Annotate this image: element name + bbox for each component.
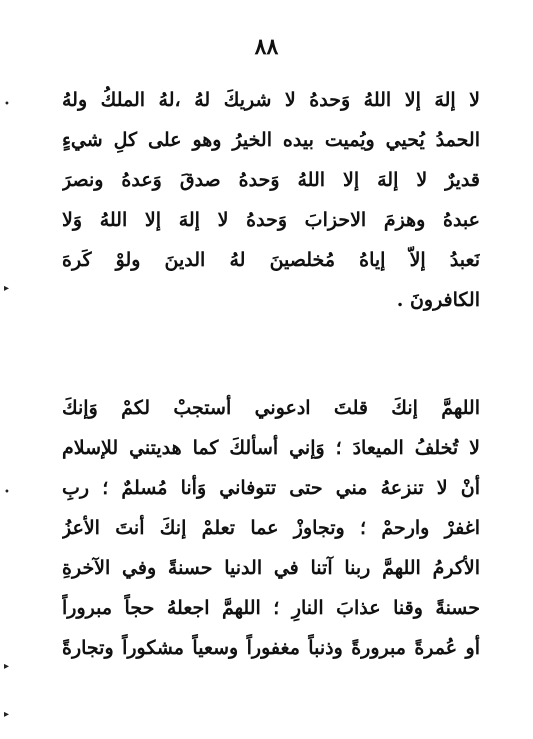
- text-line: اغفرْ وارحمْ ؛ وتجاوزْ عما تعلمْ إنكَ أنتَ الأعزُ: [62, 517, 480, 539]
- paragraph-dhikr: [62, 80, 480, 320]
- page-number: ٨٨: [254, 34, 279, 60]
- text-line: أنْ لا تنزعهُ مني حتى تتوفاني وَأنا مُسلمٌ ؛ ربِ: [62, 477, 480, 499]
- margin-mark: ▸: [4, 661, 10, 672]
- margin-mark: ▸: [4, 283, 10, 294]
- text-line: الأكرمُ اللهمَّ ربنا آتنا في الدنيا حسنةً وفي الآخرةِ: [62, 557, 480, 579]
- margin-mark: •: [4, 487, 10, 498]
- text-line: لا تُخلفُ الميعادَ ؛ وَإني أسألكَ كما هديتني للإسلام: [62, 437, 480, 459]
- text-line: الحمدُ يُحيي ويُميت بيده الخيرُ وهو على كلِ شيءٍ: [62, 129, 480, 151]
- paragraph-dua: [62, 388, 480, 668]
- text-line: لا إلهَ إلا اللهُ وَحدهُ لا شريكَ لهُ ،لهُ الملكُ ولهُ: [62, 89, 480, 111]
- text-line: اللهمَّ إنكَ قلتَ ادعوني أستجبْ لكمْ وَإنكَ: [62, 397, 480, 419]
- margin-mark: ▸: [4, 709, 10, 720]
- text-line: نَعبدُ إلاّ إياهُ مُخلصينَ لهُ الدينَ ولوْ كَرهَ: [62, 249, 480, 271]
- text-line: أو عُمرةً مبرورةً وذنباً مغفوراً وسعياً مشكوراً وتجارةً: [62, 637, 480, 659]
- text-line: حسنةً وقنا عذابَ النارِ ؛ اللهمَّ اجعلهُ حجاً مبروراً: [62, 597, 480, 619]
- text-line: الكافرونَ .: [396, 289, 480, 311]
- text-line: قديرٌ لا إلهَ إلا اللهُ وَحدهُ صدقَ وَعدهُ ونصرَ: [62, 169, 480, 191]
- text-line: عبدهُ وهزمَ الاحزابَ وَحدهُ لا إلهَ إلا اللهُ وَلا: [62, 209, 480, 231]
- margin-mark: •: [4, 99, 10, 110]
